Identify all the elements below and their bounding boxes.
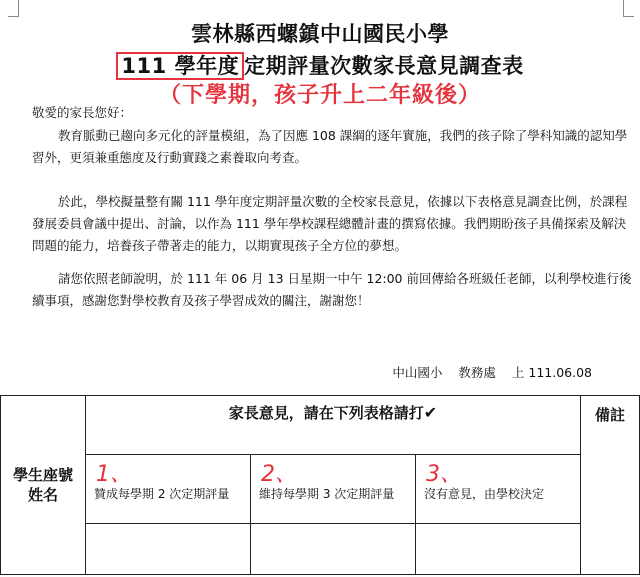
option-label-3: 沒有意見，由學校決定 — [424, 487, 545, 501]
header-student-line2: 姓名 — [27, 486, 58, 504]
letter-paragraph-3 — [32, 268, 632, 312]
header-student-line1: 學生座號 — [12, 466, 73, 484]
semester-subtitle: （下學期，孩子升上二年級後） — [158, 83, 481, 108]
page-corner-mark-left — [8, 0, 19, 17]
header-student — [1, 396, 86, 575]
table-row-options — [1, 455, 640, 524]
option-cell-3[interactable] — [416, 455, 581, 524]
letter-signature — [392, 363, 592, 381]
header-opinion-text: 家長意見，請在下列表格請打 — [228, 404, 424, 422]
paragraph-text: 請您依照老師說明，於 111 年 06 月 13 日星期一中午 12:00 前回傳給各班級任老師，以利學校進行後續事項，感謝您對學校教育及孩子學習成效的關注，謝謝您！ — [32, 271, 632, 308]
opinion-table — [0, 395, 640, 575]
header-note: 備註 — [581, 396, 640, 575]
check-cell-3[interactable] — [416, 524, 581, 575]
check-cell-2[interactable] — [251, 524, 416, 575]
paragraph-text: 於此，學校擬量整有關 111 學年度定期評量次數的全校家長意見，依據以下表格意見調查比例，於課程發展委員會議中提出、討論，以作為 111 學年學校課程總體計畫的撰寫依據。我們期盼孩子具備探索及解決問題的能力，培養孩子帶著走的能力，以期實現孩子全方位的夢想。 — [32, 194, 628, 253]
paragraph-text: 教育脈動已趨向多元化的評量模組，為了因應 108 課綱的逐年實施，我們的孩子除了學科知識的認知學習外，更須兼重態度及行動實踐之素養取向考查。 — [32, 128, 628, 165]
option-cell-1[interactable] — [86, 455, 251, 524]
header-opinion — [86, 396, 581, 455]
signature-office: 教務處 — [458, 365, 496, 380]
check-cell-1[interactable] — [86, 524, 251, 575]
signature-school: 中山國小 — [392, 365, 443, 380]
table-row-checkboxes — [1, 524, 640, 575]
signature-date: 上 111.06.08 — [511, 365, 592, 380]
letter-paragraph-1 — [32, 125, 632, 169]
option-label-1: 贊成每學期 2 次定期評量 — [94, 487, 230, 501]
page-corner-mark-right — [623, 0, 634, 17]
option-label-2: 維持每學期 3 次定期評量 — [259, 487, 395, 501]
school-name: 雲林縣西螺鎮中山國民小學 — [191, 22, 449, 46]
option-number-3: 3、 — [426, 462, 462, 487]
form-title: 定期評量次數家長意見調查表 — [244, 54, 524, 78]
form-title-line — [0, 50, 640, 80]
option-cell-2[interactable] — [251, 455, 416, 524]
table-header-row — [1, 396, 640, 455]
letter-paragraph-2 — [32, 191, 632, 257]
letter-salutation: 敬愛的家長您好： — [32, 105, 133, 120]
checkmark-icon: ✔ — [423, 403, 438, 422]
option-number-2: 2、 — [261, 462, 297, 487]
option-number-1: 1、 — [96, 462, 132, 487]
year-highlight-box: 111 學年度 — [116, 52, 244, 80]
